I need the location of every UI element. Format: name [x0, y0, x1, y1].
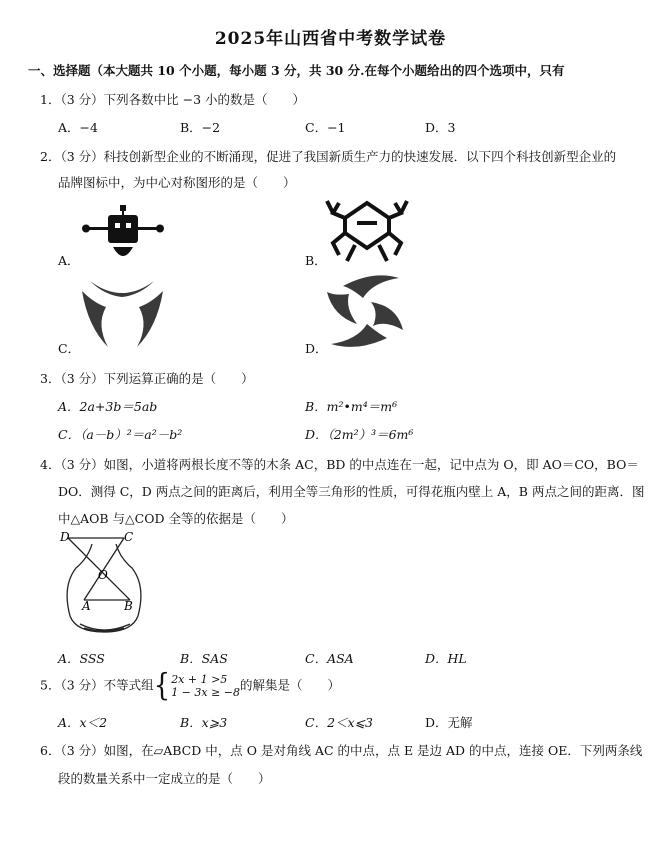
q5-option-c: C．2＜x⩽3 — [305, 715, 373, 730]
q2-stem-line1: 2．（3 分）科技创新型企业的不断涌现，促进了我国新质生产力的快速发展．以下四个科技创新型企业的 — [40, 149, 617, 164]
q5-stem-prefix: 5．（3 分）不等式组 — [40, 677, 154, 693]
q4-stem-line3: 中△AOB 与△COD 全等的依据是（ ） — [58, 511, 294, 526]
q6-stem-line1: 6．（3 分）如图，在▱ABCD 中，点 O 是对角线 AC 的中点，点 E 是边 AD 的中点，连接 OE．下列两条线 — [40, 743, 643, 758]
q1-option-c: C．−1 — [305, 120, 346, 135]
three-blade-logo-image — [80, 277, 165, 349]
q3-option-d: D．（2m²）³＝6m⁶ — [305, 427, 414, 442]
q2-option-c-label: C． — [58, 341, 81, 356]
point-label-c: C — [124, 530, 134, 544]
brace-symbol: { — [153, 668, 171, 704]
q2-stem-line2: 品牌图标中，为中心对称图形的是（ ） — [58, 175, 296, 190]
point-label-a: A — [82, 599, 91, 613]
q4-option-d: D．HL — [425, 651, 467, 666]
page-title: 2025年山西省中考数学试卷 — [214, 29, 447, 49]
point-label-o: O — [98, 568, 108, 582]
swirl-logo-image — [325, 272, 405, 352]
point-label-d: D — [60, 530, 70, 544]
q3-option-b: B．m²•m⁴＝m⁶ — [305, 399, 398, 414]
vase-diagram — [58, 528, 158, 640]
q3-option-a: A．2a+3b＝5ab — [58, 399, 158, 414]
inequality-1: 2x + 1 >5 — [171, 673, 228, 686]
q4-option-b: B．SAS — [180, 651, 228, 666]
crab-logo-image — [325, 193, 410, 265]
q2-option-a-label: A． — [58, 253, 80, 268]
q1-option-d: D．3 — [425, 120, 456, 135]
inequality-2: 1 − 3x ≥ −8 — [171, 686, 241, 699]
q4-option-a: A．SSS — [58, 651, 105, 666]
q4-stem-line1: 4．（3 分）如图，小道将两根长度不等的木条 AC，BD 的中点连在一起，记中点为 O，即 AO＝CO，BO＝ — [40, 457, 639, 472]
q5-stem-suffix: 的解集是（ ） — [240, 677, 341, 693]
q3-option-c: C．（a－b）²＝a²－b² — [58, 427, 183, 442]
inequality-system — [171, 673, 240, 699]
q2-option-d-label: D． — [305, 341, 328, 356]
q5-option-a: A．x＜2 — [58, 715, 108, 730]
section-heading: 一、选择题（本大题共 10 个小题，每小题 3 分，共 30 分.在每个小题给出的四个选项中，只有 — [28, 63, 565, 78]
q6-stem-line2: 段的数量关系中一定成立的是（ ） — [58, 771, 271, 786]
q2-option-b-label: B． — [305, 253, 327, 268]
robot-logo-image — [78, 205, 168, 265]
q1-option-a: A．−4 — [58, 120, 98, 135]
q4-option-c: C．ASA — [305, 651, 354, 666]
point-label-b: B — [124, 599, 133, 613]
q3-stem: 3．（3 分）下列运算正确的是（ ） — [40, 371, 254, 386]
q5-stem — [40, 668, 341, 704]
q4-stem-line2: DO．测得 C，D 两点之间的距离后，利用全等三角形的性质，可得花瓶内壁上 A，B 两点之间的距离．图 — [58, 484, 645, 499]
q1-option-b: B．−2 — [180, 120, 221, 135]
q1-stem: 1．（3 分）下列各数中比 −3 小的数是（ ） — [40, 92, 306, 107]
q5-option-d: D．无解 — [425, 715, 473, 730]
q5-option-b: B．x⩾3 — [180, 715, 228, 730]
